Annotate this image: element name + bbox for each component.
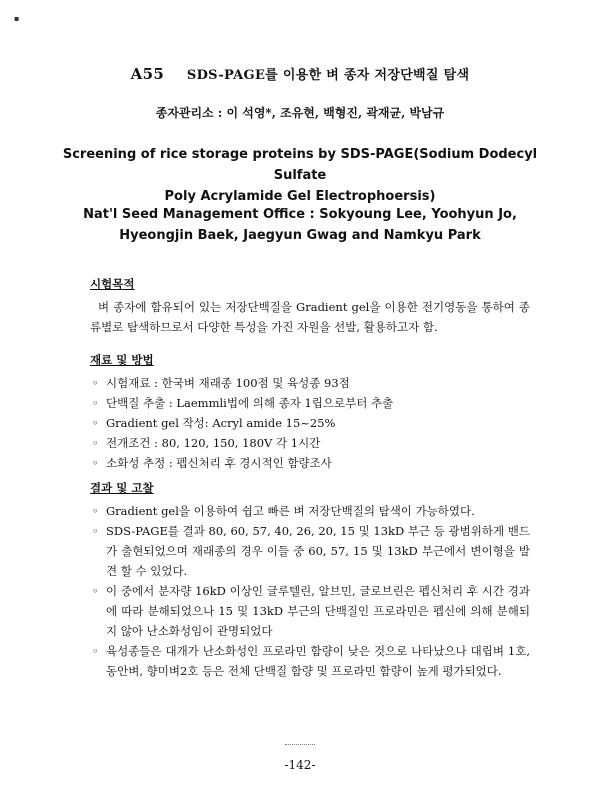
page-number-rule (285, 744, 315, 745)
list-item: ◦ 소화성 추정 : 펩신처리 후 경시적인 함량조사 (90, 453, 530, 473)
bullet-icon: ◦ (92, 504, 99, 518)
title-english (60, 144, 540, 207)
list-item: ◦ 육성종들은 대개가 난소화성인 프로라민 함량이 낮은 것으로 나타났으나 대립벼 1호, 동안벼, 향미벼2호 등은 전체 단백질 함량 및 프로라민 함량이 높게 평가되었다. (90, 641, 530, 681)
authors-korean: 종자관리소 : 이 석영*, 조유현, 백형진, 곽재균, 박남규 (155, 106, 445, 120)
purpose-section (90, 276, 530, 337)
page-number: -142- (284, 758, 316, 772)
methods-heading: 재료 및 방법 (90, 353, 154, 367)
methods-list (90, 373, 530, 473)
abstract-code: A55 (130, 65, 165, 83)
bullet-icon: ◦ (92, 584, 99, 598)
bullet-icon: ◦ (92, 416, 99, 430)
authors-english-line-1: Nat'l Seed Management Office : Sokyoung Lee, Yoohyun Jo, (83, 207, 517, 222)
corner-mark: ▪ (14, 14, 20, 23)
list-item: ◦ 이 중에서 분자량 16kD 이상인 글루텔린, 알브민, 글로브린은 펩신처리 후 시간 경과에 따라 분해되었으나 15 및 13kD 부근의 단백질인 프로라민은 펩신에 의해 분해되지 않아 난소화성임이 관명되었다 (90, 581, 530, 641)
list-item: ◦ Gradient gel을 이용하여 쉽고 빠른 벼 저장단백질의 탐색이 가능하였다. (90, 501, 530, 521)
list-item: ◦ Gradient gel 작성: Acryl amide 15~25% (90, 413, 530, 433)
bullet-icon: ◦ (92, 376, 99, 390)
purpose-text: 벼 종자에 함유되어 있는 저장단백질을 Gradient gel을 이용한 전기영동을 통하여 종류별로 탐색하므로서 다양한 특성을 가진 자원을 선발, 활용하고자 함. (90, 300, 530, 334)
bullet-icon: ◦ (92, 644, 99, 658)
results-heading: 결과 및 고찰 (90, 481, 154, 495)
methods-section (90, 352, 530, 473)
results-section (90, 480, 530, 681)
list-item: ◦ 전개조건 : 80, 120, 150, 180V 각 1시간 (90, 433, 530, 453)
authors-english (60, 204, 540, 246)
results-list (90, 501, 530, 681)
title-english-line-2: Poly Acrylamide Gel Electrophoersis) (164, 189, 436, 204)
list-item: ◦ 시험재료 : 한국벼 재래종 100점 및 육성종 93점 (90, 373, 530, 393)
bullet-icon: ◦ (92, 456, 99, 470)
authors-english-line-2: Hyeongjin Baek, Jaegyun Gwag and Namkyu Park (119, 228, 481, 243)
bullet-icon: ◦ (92, 524, 99, 538)
title-english-line-1: Screening of rice storage proteins by SDS-PAGE(Sodium Dodecyl Sulfate (62, 147, 538, 183)
bullet-icon: ◦ (92, 396, 99, 410)
purpose-heading: 시험목적 (90, 277, 135, 291)
list-item: ◦ SDS-PAGE를 결과 80, 60, 57, 40, 26, 20, 15 및 13kD 부근 등 광범위하게 밴드가 출현되었으며 재래종의 경우 이들 중 60, 57, 15 및 13kD 부근에서 변이형을 발견 할 수 있었다. (90, 521, 530, 581)
paper-title (0, 64, 600, 83)
title-korean: SDS-PAGE를 이용한 벼 종자 저장단백질 탐색 (186, 68, 470, 83)
list-item: ◦ 단백질 추출 : Laemmli법에 의해 종자 1립으로부터 추출 (90, 393, 530, 413)
bullet-icon: ◦ (92, 436, 99, 450)
